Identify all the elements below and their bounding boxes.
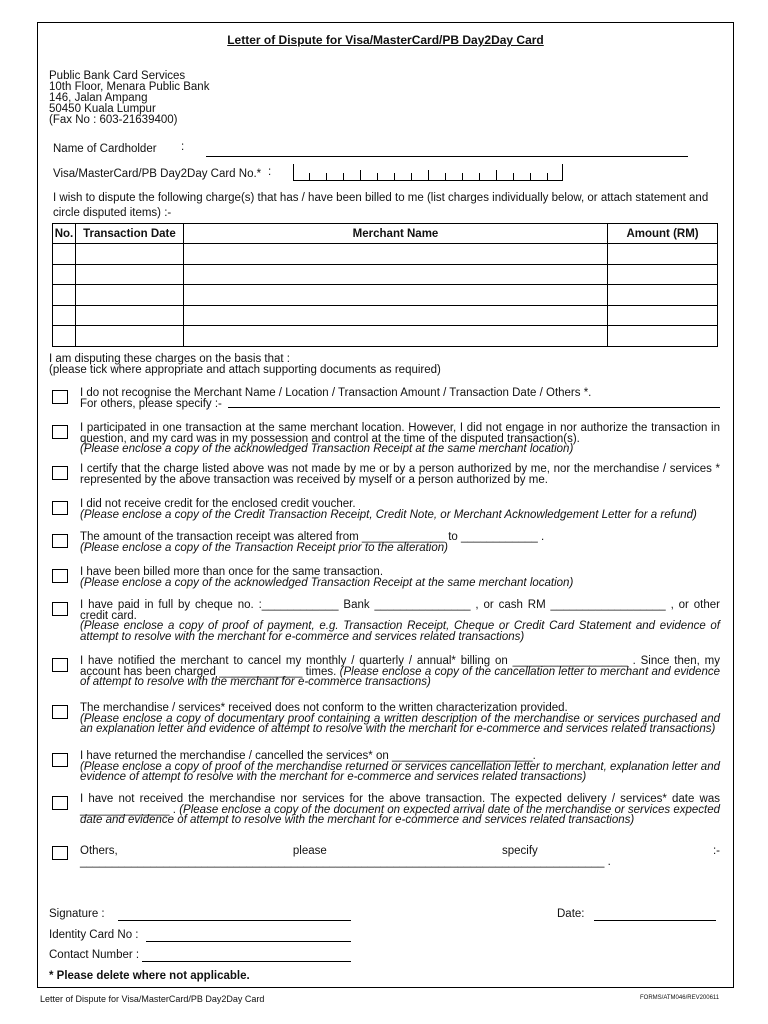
option-checkbox[interactable] [52,658,68,672]
table-row [53,244,718,265]
identity-card-label: Identity Card No : [49,929,139,941]
table-cell[interactable] [183,244,607,265]
footer-title: Letter of Dispute for Visa/MasterCard/PB Day2Day Card [40,994,265,1004]
column-header-merchant: Merchant Name [183,224,607,244]
charges-table [52,223,718,347]
table-cell[interactable] [53,264,76,285]
option-text: Others, please specify :- __________________________________________________________________________________ . [80,845,720,868]
form-page [37,22,734,988]
table-cell[interactable] [608,326,718,347]
basis-instructions [49,354,441,376]
table-cell[interactable] [183,326,607,347]
table-cell[interactable] [608,285,718,306]
basis-line: I am disputing these charges on the basis that : [49,353,291,365]
option-text: I have returned the merchandise / cancelled the services* on ______________________. (Please enclose a copy of proof of the merchandise returned or services cancellation letter to merchant, explanation letter and evidence of attempt to resolve with the merchant for e-commerce and services related transactions) [80,750,720,783]
table-cell[interactable] [183,264,607,285]
option-checkbox[interactable] [52,501,68,515]
cardholder-label: Name of Cardholder [53,143,157,155]
table-cell[interactable] [75,244,183,265]
column-header-no: No. [53,224,76,244]
signature-label: Signature : [49,908,105,920]
dispute-intro: I wish to dispute the following charge(s) that has / have been billed to me (list charges individually below, or attach statement and circle disputed items) :- [53,192,709,219]
date-label: Date: [557,908,585,920]
option-text: I certify that the charge listed above was not made by me or by a person authorized by me, nor the merchandise / services * represented by the above transaction was received by myself or a person authorized by me. [80,463,720,486]
option-checkbox[interactable] [52,846,68,860]
fax-number: (Fax No : 603-21639400) [49,114,178,126]
column-header-date: Transaction Date [75,224,183,244]
signature-field[interactable] [118,920,351,921]
option-checkbox[interactable] [52,705,68,719]
form-title: Letter of Dispute for Visa/MasterCard/PB Day2Day Card [227,33,544,47]
address-line: 50450 Kuala Lumpur [49,103,156,115]
option-text: The merchandise / services* received does not conform to the written characterization provided. (Please enclose a copy of documentary proof containing a written description of the merchandise or services purchased and an explanation letter and evidence of attempt to resolve with the merchant for e-commerce and services related transactions) [80,702,720,735]
table-row [53,326,718,347]
bank-address [49,71,209,126]
table-row [53,285,718,306]
date-field[interactable] [594,920,716,921]
address-line: Public Bank Card Services [49,70,186,82]
column-header-amount: Amount (RM) [608,224,718,244]
address-line: 10th Floor, Menara Public Bank [49,81,210,93]
card-number-field[interactable] [293,165,563,181]
table-cell[interactable] [608,305,718,326]
option-text: I participated in one transaction at the same merchant location. However, I did not engage in nor authorize the transaction in question, and my card was in my possession and control at the time of the disputed transaction(s). (Please enclose a copy of the acknowledged Transaction Receipt at the same merchant location) [80,422,720,455]
table-cell[interactable] [75,326,183,347]
option-checkbox[interactable] [52,753,68,767]
option-checkbox[interactable] [52,796,68,810]
table-row [53,264,718,285]
option-checkbox[interactable] [52,602,68,616]
option-text: I have not received the merchandise nor services for the above transaction. The expected delivery / services* date was ______________ . (Please enclose a copy of the document on expected arrival date of the merchandise or services expected date and evidence of attempt to resolve with the merchant for e-commerce and services related transactions) [80,793,720,826]
option-checkbox[interactable] [52,534,68,548]
cardholder-name-field[interactable] [206,156,688,157]
table-cell[interactable] [75,305,183,326]
table-cell[interactable] [75,264,183,285]
card-number-colon: : [268,166,272,178]
option-text: I do not recognise the Merchant Name / Location / Transaction Amount / Transaction Date / Others *. For others, please specify :- [80,388,720,409]
table-cell[interactable] [53,285,76,306]
address-line: 146, Jalan Ampang [49,92,148,104]
table-cell[interactable] [53,326,76,347]
option-text: The amount of the transaction receipt was altered from _____________ to ____________ . (Please enclose a copy of the Transaction Receipt prior to the alteration) [80,531,545,554]
table-cell[interactable] [183,285,607,306]
option-checkbox[interactable] [52,466,68,480]
option-text: I have been billed more than once for the same transaction. (Please enclose a copy of the acknowledged Transaction Receipt at the same merchant location) [80,566,574,589]
card-number-label: Visa/MasterCard/PB Day2Day Card No.* [53,168,262,180]
table-cell[interactable] [53,305,76,326]
basis-line: (please tick where appropriate and attach supporting documents as required) [49,364,441,376]
identity-card-field[interactable] [146,941,351,942]
table-cell[interactable] [608,244,718,265]
table-cell[interactable] [53,244,76,265]
option-text: I have notified the merchant to cancel my monthly / quarterly / annual* billing on __________________ . Since then, my account has been charged _____________ times. (Please enclose a copy of the cancellation letter to merchant and evidence of attempt to resolve with the merchant for e-commerce transactions) [80,655,720,688]
option-text: I did not receive credit for the enclosed credit voucher. (Please enclose a copy of the Credit Transaction Receipt, Credit Note, or Merchant Acknowledgement Letter for a refund) [80,498,697,521]
table-cell[interactable] [608,264,718,285]
contact-number-field[interactable] [142,961,351,962]
table-cell[interactable] [75,285,183,306]
contact-number-label: Contact Number : [49,949,140,961]
delete-note: * Please delete where not applicable. [49,970,250,982]
form-code: FORMS/ATM046/REV200611 [640,995,720,1001]
cardholder-colon: : [181,141,185,153]
option-checkbox[interactable] [52,569,68,583]
others-specify-field[interactable] [228,399,720,409]
option-text: I have paid in full by cheque no. :____________ Bank _______________ , or cash RM __________________ , or other credit card. (Please enclose a copy of proof of payment, e.g. Transaction Receipt, Cheque or Credit Card Statement and evidence of attempt to resolve with the merchant for e-commerce and services related transactions) [80,599,720,643]
table-row [53,305,718,326]
option-checkbox[interactable] [52,390,68,404]
option-checkbox[interactable] [52,425,68,439]
table-cell[interactable] [183,305,607,326]
